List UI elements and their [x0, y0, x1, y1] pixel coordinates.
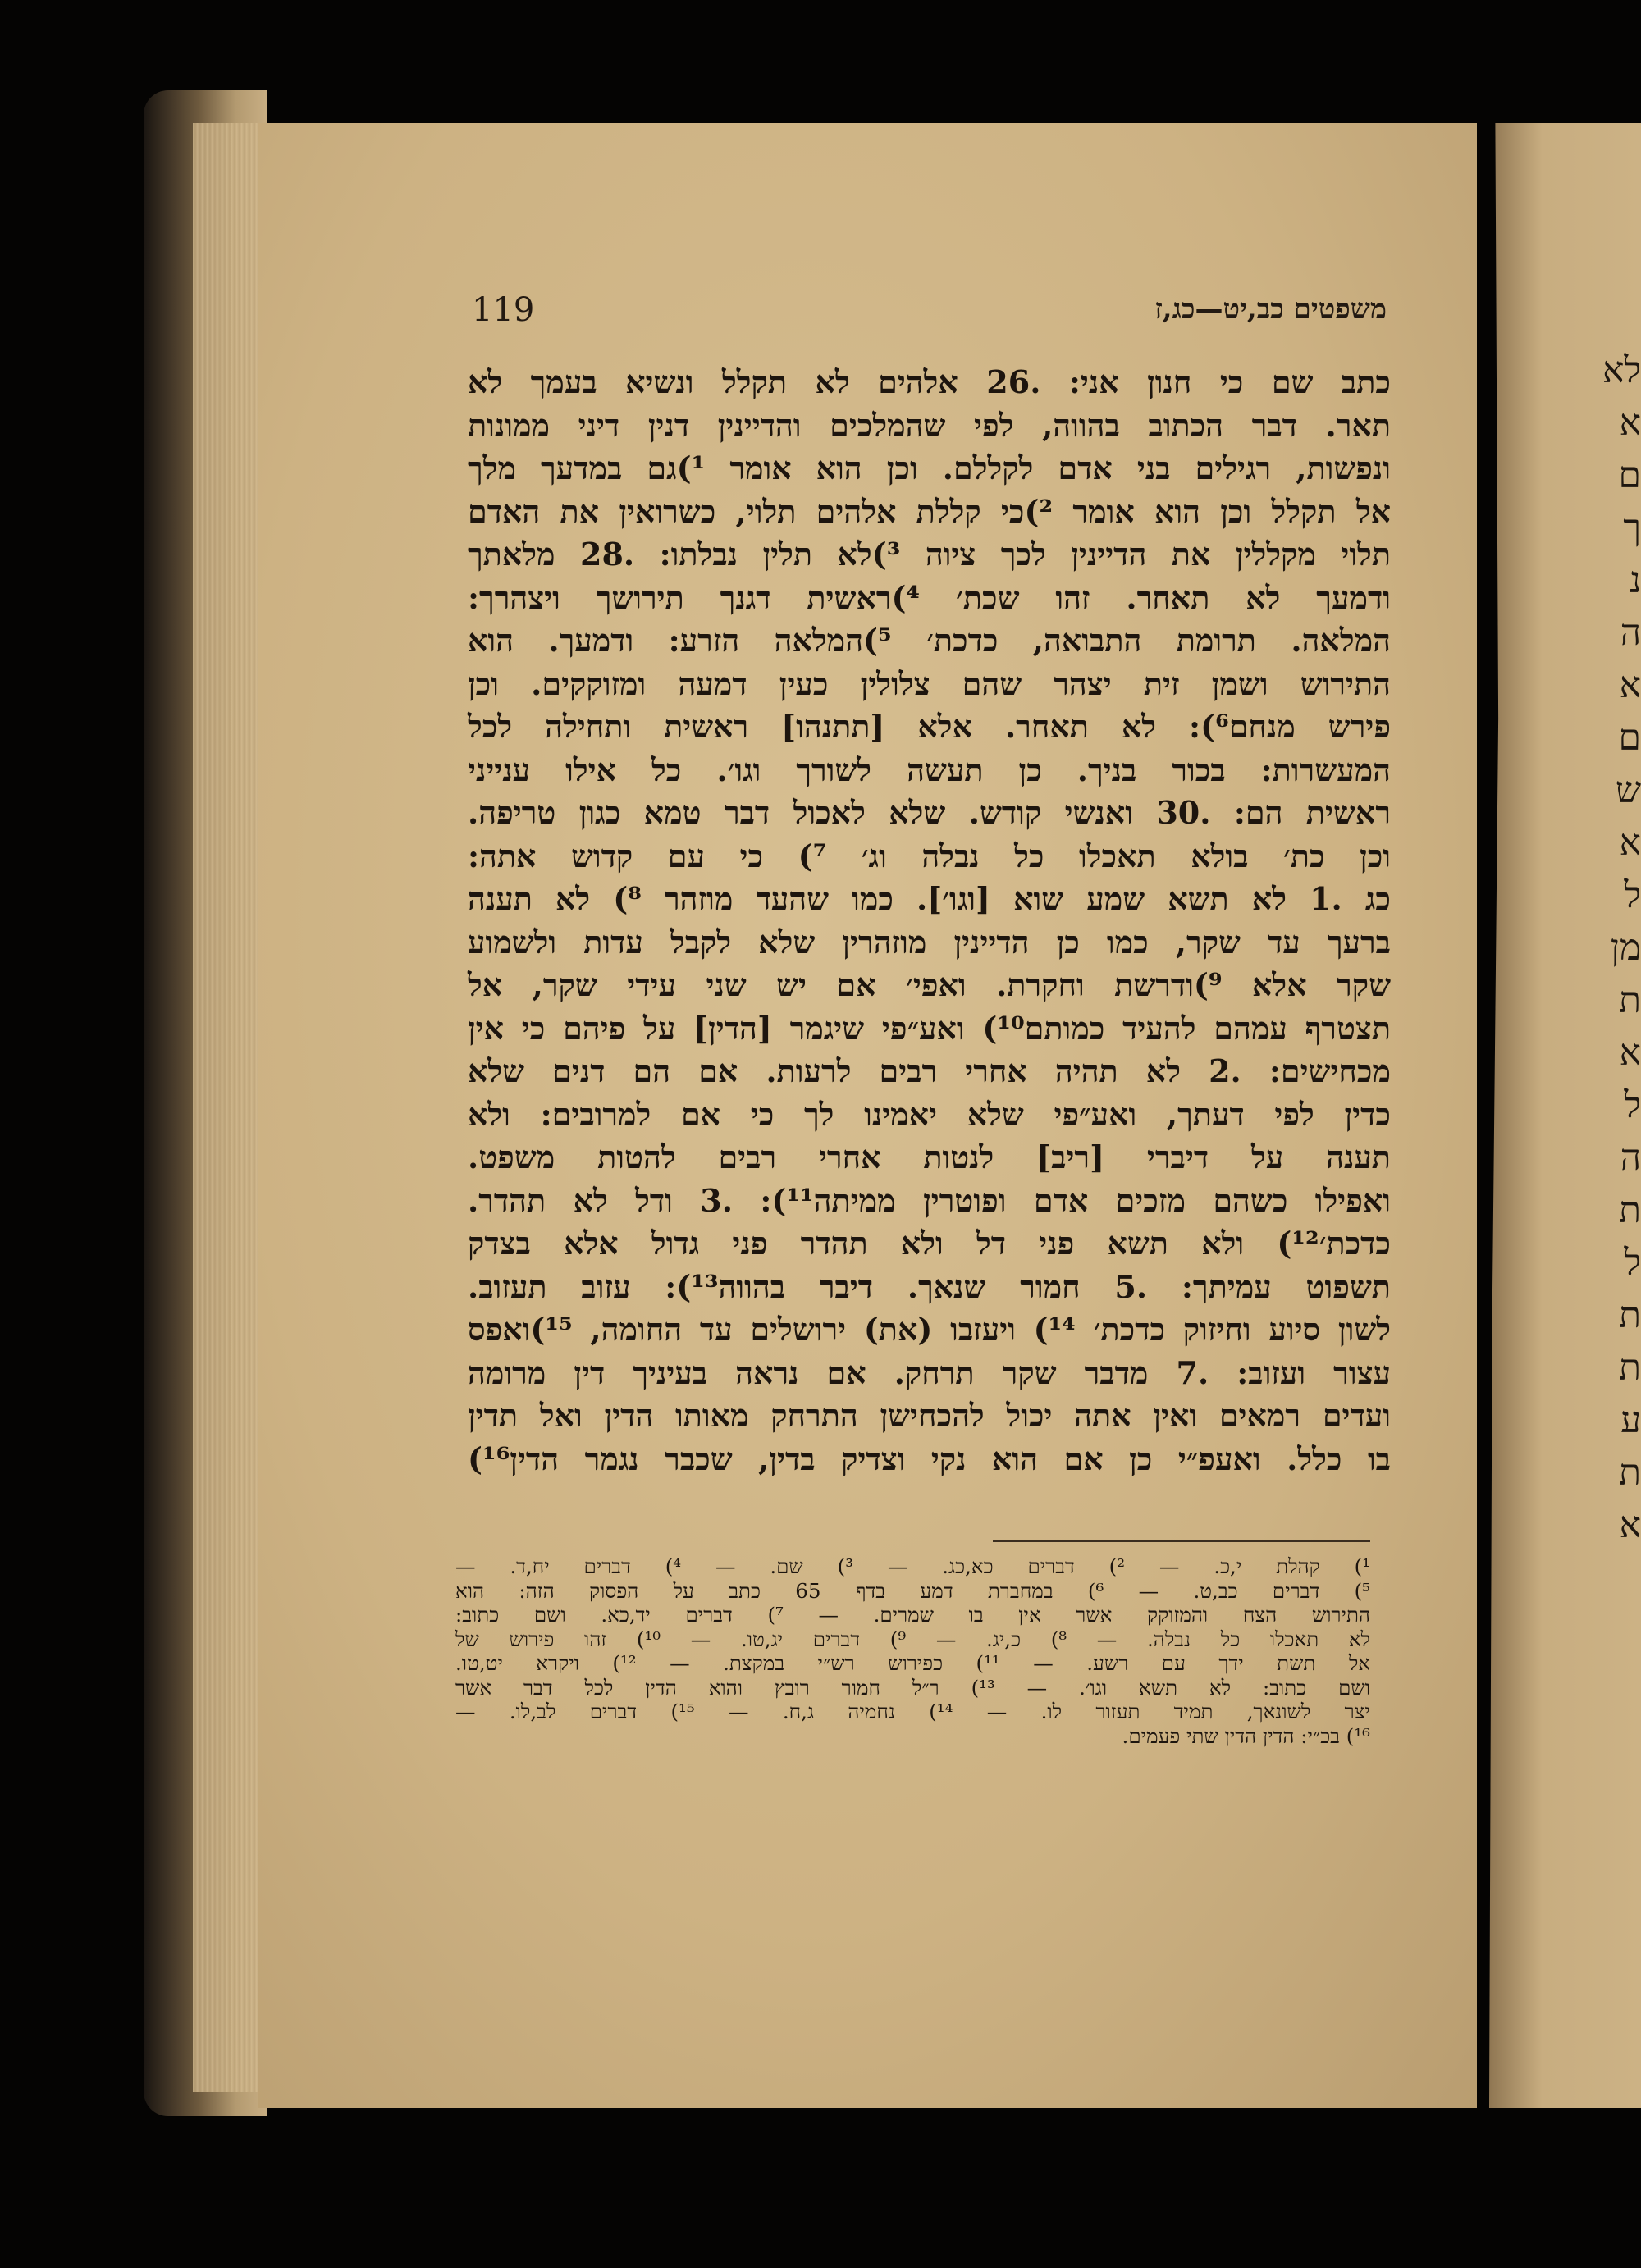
facing-page-fragment: ת — [1619, 1452, 1641, 1494]
facing-page-fragment: א — [1619, 664, 1641, 706]
text-line: ראשית הם: .30 ואנשי קודש. שלא לאכול דבר טמא כגון טריפה. — [468, 794, 1391, 831]
running-head: משפטים כב,יט—כג,ז — [1154, 293, 1387, 326]
page-stack-edges — [193, 123, 267, 2092]
text-line: ועדים רמאים ואין אתה יכול להכחישן התרחק מאותו הדין ואל תדין — [468, 1397, 1391, 1434]
facing-page-fragment: מן — [1610, 927, 1641, 969]
facing-page-fragment: ת — [1619, 979, 1641, 1021]
text-line: אל תקלל וכן הוא אומר ²)כי קללת אלהים תלוי, כשרואין את האדם — [468, 492, 1391, 530]
text-line: מכחישים: .2 לא תהיה אחרי רבים לרעות. אם הם דנים שלא — [468, 1052, 1391, 1089]
facing-page-fragment: ה — [1620, 1137, 1641, 1179]
text-line: כג .1 לא תשא שמע שוא [וגו׳]. כמו שהעד מוזהר ⁸) לא תענה — [468, 880, 1391, 917]
text-line: תאר. דבר הכתוב בהווה, לפי שהמלכים והדיינין דנין דיני ממונות — [468, 406, 1391, 444]
footnote-line: ⁵) דברים כב,ט. — ⁶) במחברת דמע בדף 65 כתב על הפסוק הזה: הוא — [455, 1578, 1370, 1603]
text-line: המלאה. תרומת התבואה, כדכת׳ ⁵)המלאה הזרע: ודמעך. הוא — [468, 622, 1391, 659]
text-line: תענה על דיברי [ריב] לנטות אחרי רבים להטות משפט. — [468, 1139, 1391, 1175]
text-line: תצטרף עמהם להעיד כמותם¹⁰) ואע״פי שיגמר [הדין] על פיהם כי אין — [468, 1009, 1392, 1047]
footnote-line: ושם כתוב: לא תשא וגו׳. — ¹³) ר״ל חמור רובץ והוא הדין לכל דבר אשר — [455, 1675, 1370, 1700]
text-line: ברעך עד שקר, כמו כן הדיינין מוזהרין שלא לקבל עדות ולשמוע — [468, 923, 1391, 961]
footnote-line: התירוש הצח והמזוקק אשר אין בו שמרים. — ⁷) דברים יד,כא. ושם כתוב: — [455, 1603, 1370, 1627]
facing-page-fragment: ך — [1623, 507, 1641, 549]
facing-page-fragment: ת — [1619, 1347, 1641, 1389]
text-line: עצור ועזוב: .7 מדבר שקר תרחק. אם נראה בעיניך דין מרומה — [468, 1353, 1391, 1391]
facing-page-fragment: לא — [1602, 349, 1641, 391]
facing-page-fragment: ם — [1618, 454, 1641, 496]
text-line: תלוי מקללין את הדיינין לכך ציוה ³)לא תלין נבלתו: .28 מלאתך — [468, 536, 1391, 573]
facing-page-fragment: ם — [1618, 717, 1641, 759]
text-line: בו כלל. ואעפ״י כן אם הוא נקי וצדיק בדין, שכבר נגמר הדין¹⁶) — [468, 1440, 1391, 1477]
footnotes-block — [455, 1554, 1370, 1748]
facing-page-fragment: א — [1619, 1032, 1641, 1074]
page-header — [472, 291, 1387, 340]
text-line: כדכת׳¹²) ולא תשא פני דל ולא תהדר פני גדול אלא בצדק — [468, 1225, 1391, 1262]
footnote-line: אל תשת ידך עם רשע. — ¹¹) כפירוש רש״י במקצת. — ¹²) ויקרא יט,טו. — [455, 1651, 1370, 1675]
facing-page-fragment: א — [1619, 1504, 1641, 1546]
text-line: כתב שם כי חנון אני: .26 אלהים לא תקלל ונשיא בעמך לא — [468, 363, 1391, 400]
text-line: לשון סיוע וחיזוק כדכת׳ ¹⁴) ויעזבו (את) ירושלים עד החומה, ¹⁵)ואפס — [468, 1311, 1391, 1348]
text-line: ונפשות, רגילים בני אדם לקללם. וכן הוא אומר ¹)גם במדעך מלך — [468, 449, 1391, 486]
facing-page-fragment: ת — [1619, 1294, 1641, 1336]
text-line: ואפילו כשהם מזכים אדם ופוטרין ממיתה¹¹): .3 ודל לא תהדר. — [468, 1181, 1392, 1219]
text-line: תשפוט עמיתך: .5 חמור שנאך. דיבר בהווה¹³): עזוב תעזוב. — [468, 1267, 1391, 1305]
facing-page-text-fragments — [1602, 345, 1641, 1552]
footnote-line: ¹) קהלת י,כ. — ²) דברים כא,כג. — ³) שם. — ⁴) דברים יח,ד. — — [455, 1554, 1370, 1578]
facing-page-fragment: ל — [1624, 1242, 1641, 1284]
facing-page-fragment: ע — [1620, 1399, 1641, 1441]
main-commentary-text — [468, 361, 1391, 1481]
footnote-line: ¹⁶) בכ״י: הדין הדין שתי פעמים. — [1122, 1723, 1370, 1748]
text-line: וכן כת׳ בולא תאכלו כל נבלה וג׳ ⁷) כי עם קדוש אתה: — [468, 837, 1391, 874]
facing-page-fragment: ה — [1620, 612, 1641, 654]
footnote-divider — [993, 1540, 1370, 1542]
footnote-line: יצר לשונאך, תמיד תעזור לו. — ¹⁴) נחמיה ג,ח. — ¹⁵) דברים לב,לו. — — [455, 1700, 1370, 1723]
facing-page-fragment: א — [1619, 402, 1641, 444]
facing-page-fragment: נ — [1629, 559, 1641, 601]
text-line: שקר אלא ⁹)ודרשת וחקרת. ואפי׳ אם יש שני עידי שקר, אל — [468, 966, 1391, 1003]
facing-page-fragment: ל — [1624, 1084, 1641, 1126]
facing-page-fragment: ל — [1624, 874, 1641, 916]
text-line: ודמעך לא תאחר. זהו שכת׳ ⁴)ראשית דגנך תירושך ויצהרך: — [468, 578, 1391, 616]
text-line: כדין לפי דעתך, ואע״פי שלא יאמינו לך כי אם למרובים: ולא — [468, 1095, 1391, 1133]
text-line: פירש מנחם⁶): לא תאחר. אלא [תתנהו] ראשית ותחילה לכל — [468, 708, 1391, 745]
facing-page-fragment: א — [1619, 822, 1641, 864]
text-line: התירוש ושמן זית יצהר שהם צלולין כעין דמעה ומזוקקים. וכן — [468, 664, 1391, 702]
text-line: המעשרות: בכור בניך. כן תעשה לשורך וגו׳. כל אילו ענייני — [468, 751, 1391, 788]
footnote-line: לא תאכלו כל נבלה. — ⁸) כ,יג. — ⁹) דברים יג,טו. — ¹⁰) זהו פירוש של — [455, 1627, 1371, 1651]
facing-page-fragment: ש — [1615, 769, 1641, 811]
page-number: 119 — [472, 291, 535, 329]
facing-page-fragment: ת — [1619, 1189, 1641, 1231]
